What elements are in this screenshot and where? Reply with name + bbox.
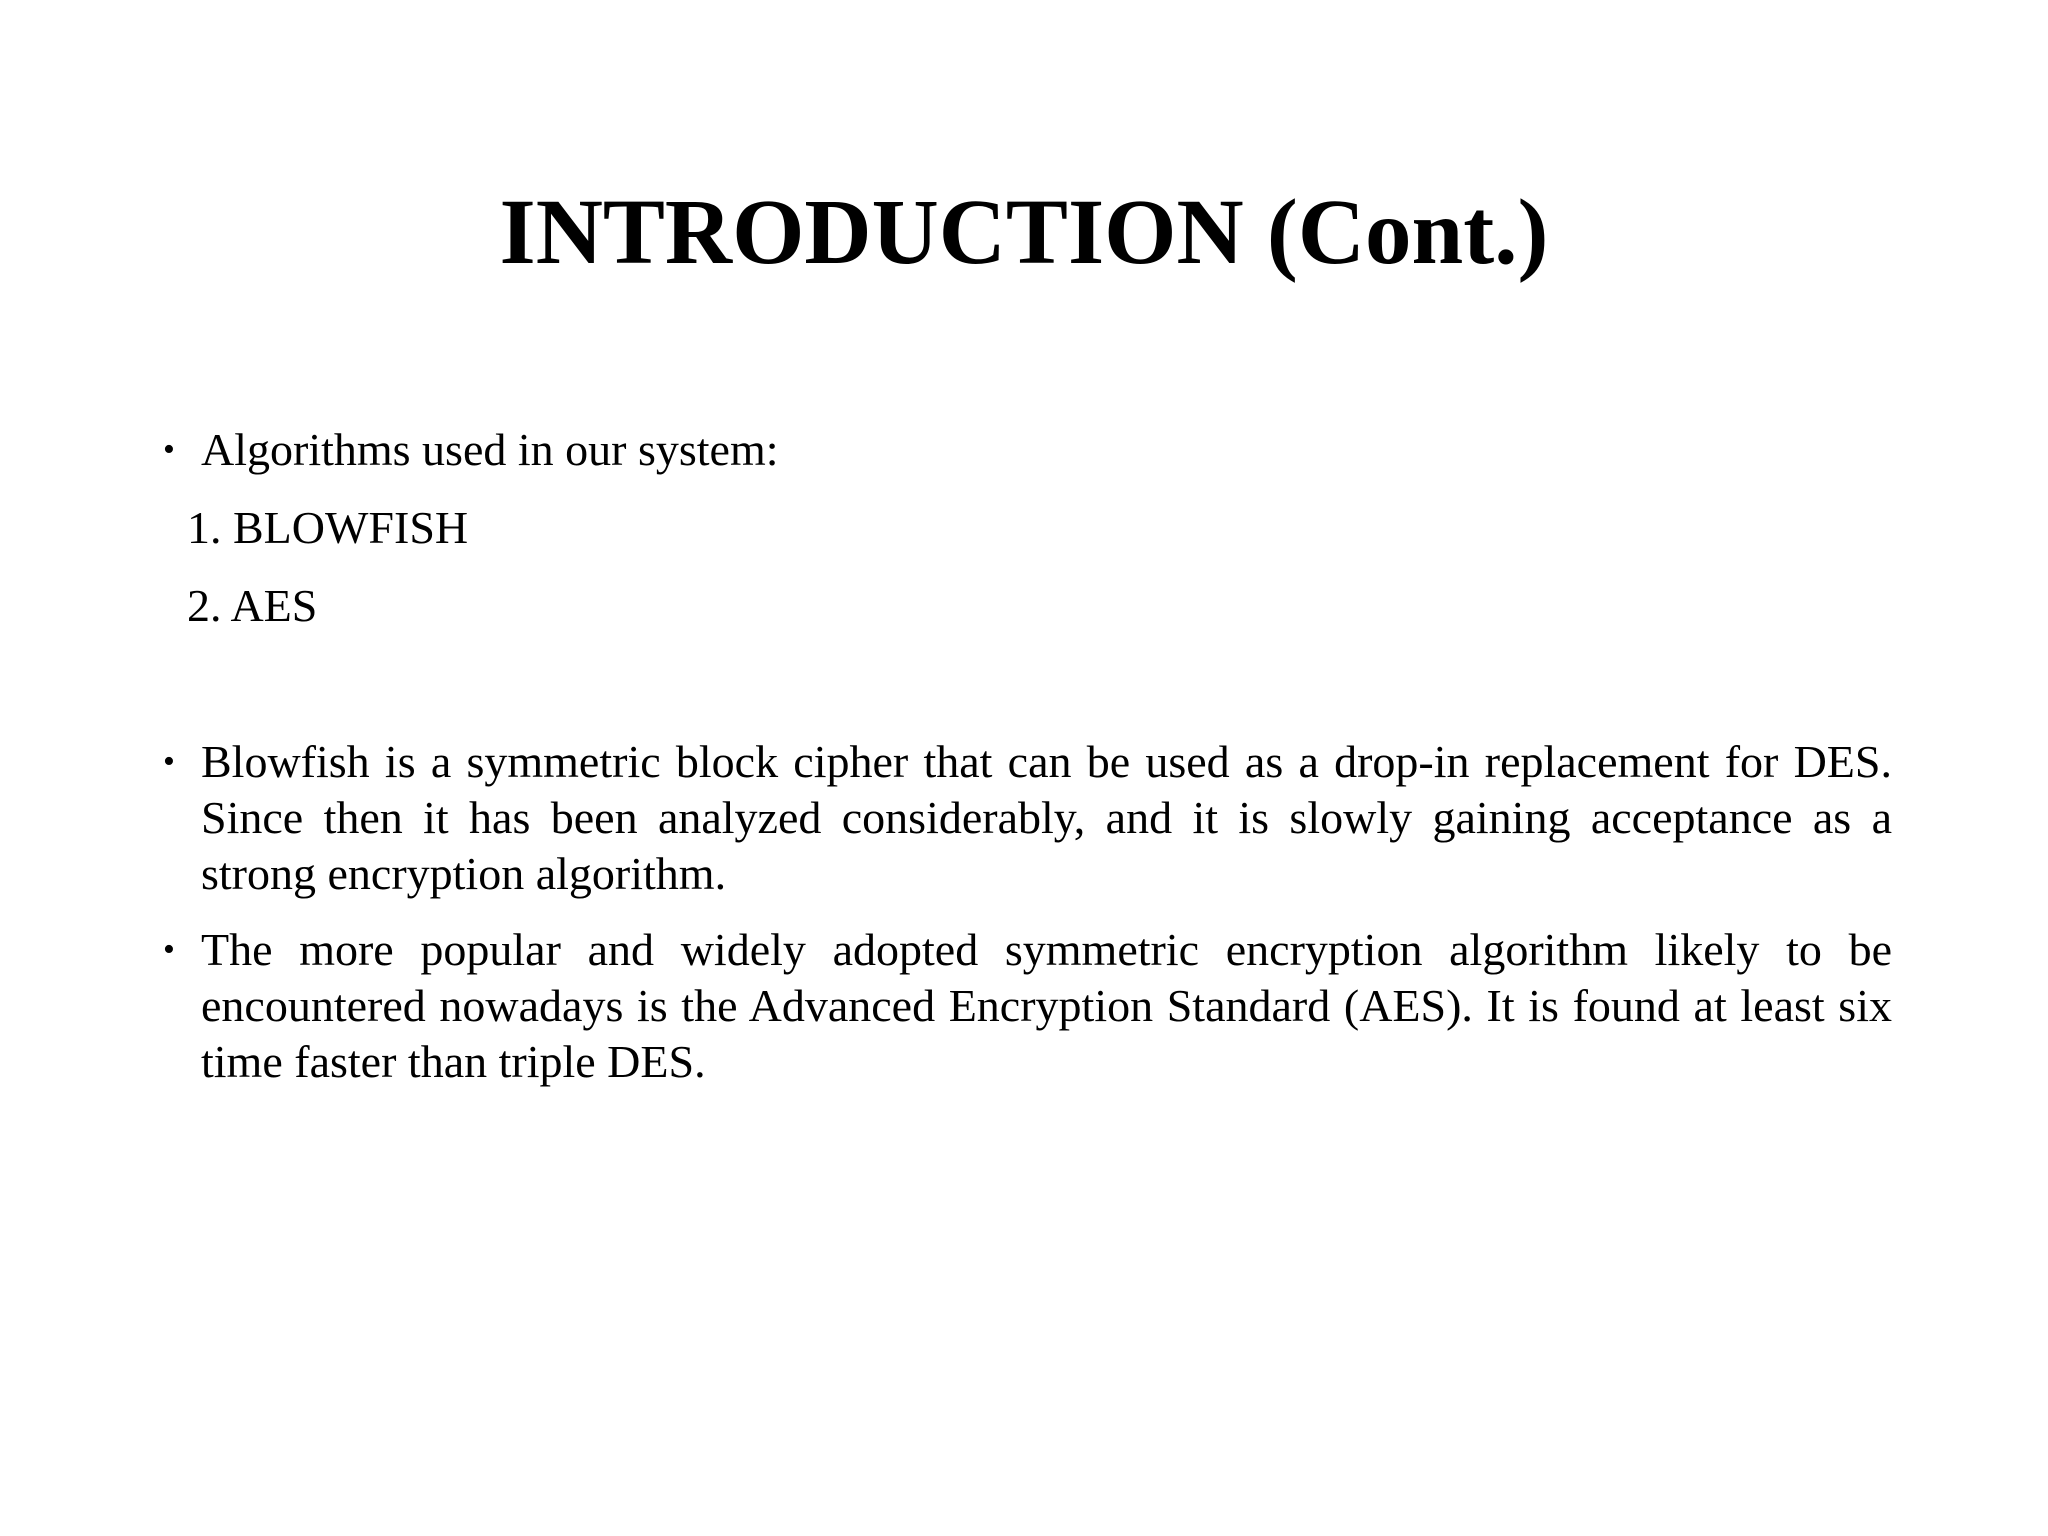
- bullet-blowfish: [163, 734, 1892, 902]
- list-item-blowfish: 1. BLOWFISH: [187, 502, 469, 553]
- bullet-aes: [163, 922, 1892, 1090]
- bullet-marker: •: [163, 431, 175, 468]
- bullet-algorithms: [163, 422, 1892, 478]
- bullet-text: Blowfish is a symmetric block cipher that can be used as a drop-in replacement for DES. Since then it has been analyzed considerably, and it is slowly gaining acceptance as a strong encryption algorithm.: [201, 736, 1892, 899]
- bullet-marker: •: [163, 931, 175, 968]
- bullet-marker: •: [163, 743, 175, 780]
- slide-title: INTRODUCTION (Cont.): [499, 181, 1549, 284]
- bullet-text: The more popular and widely adopted symmetric encryption algorithm likely to be encountered nowadays is the Advanced Encryption Standard (AES). It is found at least six time faster than triple DES.: [201, 924, 1892, 1087]
- bullet-text: Algorithms used in our system:: [201, 424, 779, 475]
- list-item-aes: 2. AES: [187, 580, 318, 631]
